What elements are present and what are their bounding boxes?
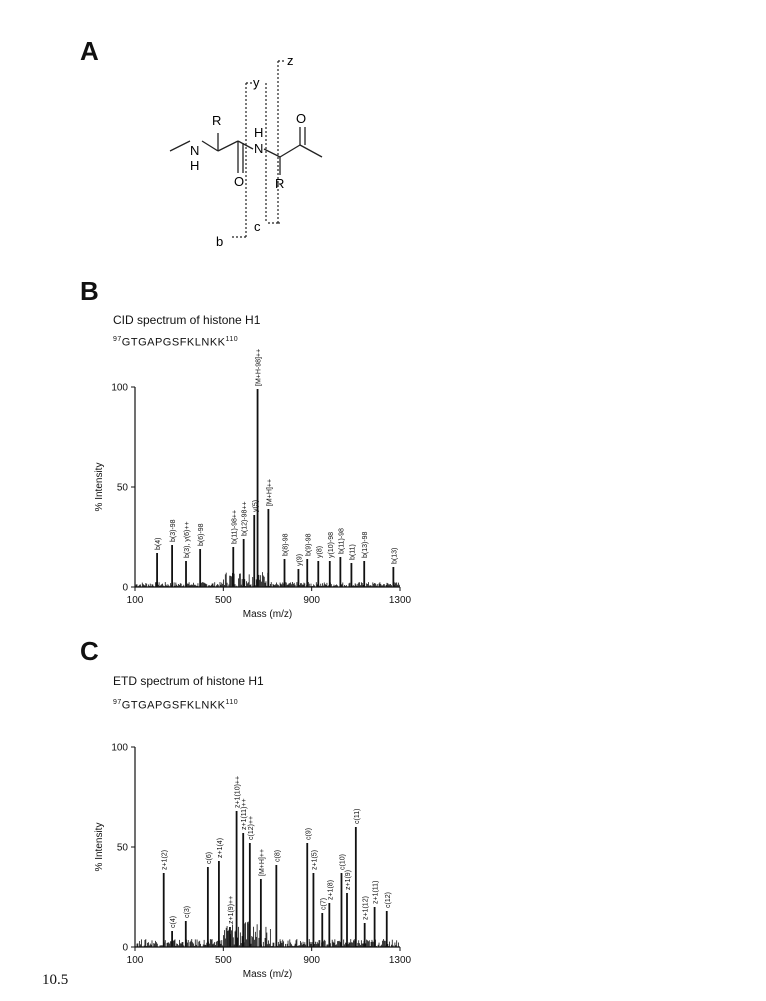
peak-label: z+1(8) <box>327 879 335 900</box>
panel-c-sequence <box>113 699 238 712</box>
peak-label: [M+H]++ <box>266 478 274 506</box>
peak-label: z+1(10)++ <box>234 775 242 808</box>
y-tick-label: 50 <box>116 842 128 854</box>
peak-label: z+1(2) <box>161 849 169 870</box>
panel-b-sequence <box>113 336 238 349</box>
peak-label: c(10) <box>339 854 347 870</box>
peak-label: [M+H-98]++ <box>255 348 263 386</box>
y-tick-label: 100 <box>111 382 128 394</box>
peak-label: c(9) <box>305 827 313 840</box>
peak-label: c(4) <box>170 915 178 928</box>
atom-n-left: N <box>190 143 200 158</box>
panel-c-letter: C <box>80 636 99 666</box>
seq-c-text: GTGAPGSFKLNKK <box>121 699 226 712</box>
x-tick-label: 100 <box>126 595 144 606</box>
atom-o-top: O <box>296 111 307 126</box>
peak-label: z+1(4) <box>216 837 224 858</box>
peak-label: b(11)-98 <box>338 528 346 554</box>
fragment-label-z: z <box>287 53 294 68</box>
y-tick-label: 0 <box>122 582 128 594</box>
peak-label: c(8) <box>274 849 282 862</box>
x-tick-label: 900 <box>303 955 321 966</box>
panel-b-title: CID spectrum of histone H1 <box>113 313 261 327</box>
atom-r-top: R <box>212 113 222 128</box>
panel-a-letter: A <box>80 36 99 66</box>
y-axis-label: % Intensity <box>94 462 105 512</box>
peak-label: c(7) <box>320 897 328 910</box>
peak-label: b(13) <box>391 547 399 564</box>
peak-label: b(12)-98++ <box>241 501 249 536</box>
fragment-label-c: c <box>254 219 261 234</box>
peptide-fragmentation-diagram <box>150 45 350 255</box>
x-tick-label: 500 <box>214 595 232 606</box>
seq-b-start: 97 <box>113 336 122 343</box>
peak-label: y(8) <box>316 545 324 558</box>
fragment-label-b: b <box>216 234 224 249</box>
peak-label: z+1(9) <box>345 869 352 890</box>
peak-label: b(13)-98 <box>362 531 370 558</box>
peak-label: [M+H]++ <box>258 848 266 876</box>
peak-label: c(3) <box>183 905 191 918</box>
seq-b-text: GTGAPGSFKLNKK <box>121 336 226 349</box>
atom-h-mid: H <box>254 125 264 140</box>
peak-label: y(9) <box>296 553 304 566</box>
peak-label: b(4) <box>155 537 163 550</box>
peak-label: c(11) <box>353 808 361 824</box>
peak-label: b(3)-98 <box>170 519 178 542</box>
peak-label: c(12)++ <box>247 815 255 840</box>
panel-c-title: ETD spectrum of histone H1 <box>113 674 264 688</box>
peak-label: y(5) <box>252 499 260 512</box>
y-tick-label: 100 <box>111 742 128 754</box>
y-tick-label: 0 <box>122 942 128 954</box>
atom-r-bottom: R <box>275 176 285 191</box>
peak-label: b(11)-98++ <box>231 509 239 544</box>
x-tick-label: 1300 <box>388 955 412 966</box>
peak-label: b(8)-98 <box>282 533 290 556</box>
fragment-label-y: y <box>253 75 260 90</box>
peak-label: b(9)-98 <box>305 533 313 556</box>
peak-label: z+1(12) <box>362 896 370 920</box>
page-number: 10.5 <box>42 972 69 988</box>
x-tick-label: 100 <box>126 955 144 966</box>
panel-b-letter: B <box>80 276 99 306</box>
peak-label: c(12) <box>384 892 392 908</box>
seq-b-end: 110 <box>225 336 239 343</box>
atom-o-bottom: O <box>234 174 245 189</box>
seq-c-start: 97 <box>113 699 122 706</box>
peak-label: z+1(9)++ <box>227 895 235 924</box>
x-tick-label: 1300 <box>388 595 412 606</box>
x-tick-label: 500 <box>214 955 232 966</box>
peak-label: b(6)-98 <box>198 523 206 546</box>
x-axis-label: Mass (m/z) <box>242 609 293 620</box>
etd-spectrum-chart <box>80 735 420 995</box>
cid-spectrum-chart <box>80 348 420 635</box>
peak-label: c(6) <box>205 851 213 864</box>
atom-n-mid: N <box>254 141 264 156</box>
peak-label: z+1(11) <box>372 880 380 904</box>
peak-label: z+1(5) <box>311 849 319 870</box>
peak-label: b(3), y(6)++ <box>184 521 192 558</box>
peak-label: y(10)-98 <box>327 531 335 558</box>
y-axis-label: % Intensity <box>94 822 105 872</box>
x-tick-label: 900 <box>303 595 321 606</box>
peak-label: b(11) <box>349 544 357 560</box>
seq-c-end: 110 <box>225 699 239 706</box>
atom-h-left: H <box>190 158 200 173</box>
peak-label: z+1(11)++ <box>241 798 249 830</box>
y-tick-label: 50 <box>116 482 128 494</box>
x-axis-label: Mass (m/z) <box>242 969 293 980</box>
